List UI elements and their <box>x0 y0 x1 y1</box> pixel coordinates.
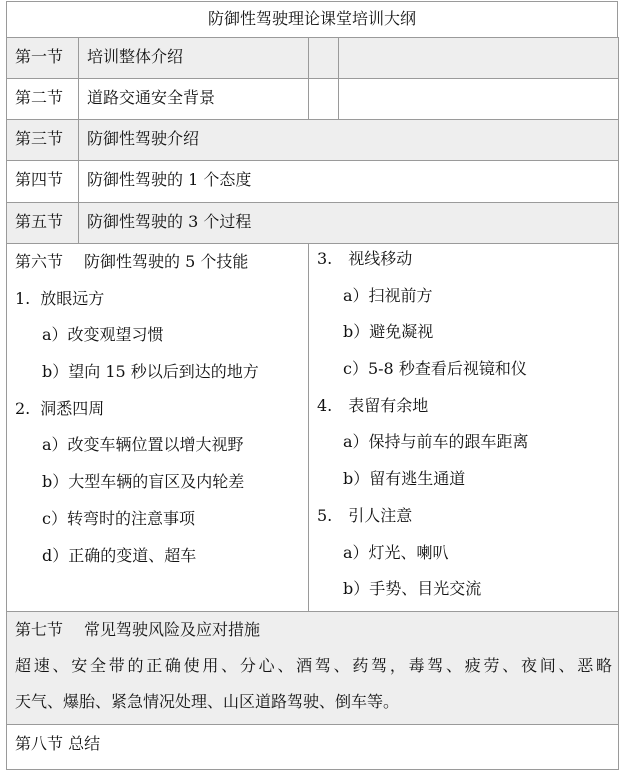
section-title: 培训整体介绍 <box>79 38 309 79</box>
section-number: 第六节 <box>15 252 64 271</box>
section-title: 防御性驾驶的 1 个态度 <box>79 161 619 203</box>
section-heading <box>15 247 308 284</box>
document-title: 防御性驾驶理论课堂培训大纲 <box>6 1 618 37</box>
section-row-8 <box>7 724 619 769</box>
outline-table <box>6 37 619 770</box>
section-row-1 <box>7 38 619 79</box>
section-row-5 <box>7 203 619 244</box>
skill-subitem: c）转弯时的注意事项 <box>42 508 195 528</box>
section-title: 总结 <box>68 733 101 753</box>
section-row-6 <box>7 244 619 612</box>
skills-right-column <box>309 244 619 612</box>
skill-subitem: a）改变观望习惯 <box>42 325 164 345</box>
risks-cell <box>7 611 619 724</box>
skill-subitem: b）大型车辆的盲区及内轮差 <box>42 472 245 492</box>
section-row-7 <box>7 611 619 724</box>
skill-subitem: b）留有逃生通道 <box>343 469 466 489</box>
risks-text: 天气、爆胎、紧急情况处理、山区道路驾驶、倒车等。 <box>15 691 400 711</box>
section-number: 第五节 <box>7 203 79 244</box>
skill-item: 3. 视线移动 <box>317 249 413 268</box>
skill-subitem: d）正确的变道、超车 <box>42 545 197 565</box>
section-number: 第四节 <box>7 161 79 203</box>
skill-subitem: a）保持与前车的跟车距离 <box>343 432 529 452</box>
skill-subitem: a）扫视前方 <box>343 285 433 305</box>
skill-subitem: a）灯光、喇叭 <box>343 542 449 562</box>
section-title: 防御性驾驶的 5 个技能 <box>84 252 249 271</box>
section-title: 防御性驾驶介绍 <box>79 120 619 161</box>
summary-cell <box>7 724 619 769</box>
skill-item: 2. 洞悉四周 <box>15 398 105 418</box>
skill-item: 1. 放眼远方 <box>15 288 105 308</box>
section-number: 第三节 <box>7 120 79 161</box>
section-title: 防御性驾驶的 3 个过程 <box>79 203 619 244</box>
section-row-3 <box>7 120 619 161</box>
skill-subitem: c）5-8 秒查看后视镜和仪 <box>343 359 527 379</box>
skill-subitem: b）避免凝视 <box>343 322 434 342</box>
section-row-2 <box>7 79 619 120</box>
skill-item: 4. 表留有余地 <box>317 395 429 415</box>
section-number: 第二节 <box>7 79 79 120</box>
section-number: 第八节 <box>15 733 64 753</box>
section-title: 常见驾驶风险及应对措施 <box>84 619 261 639</box>
skill-item: 5. 引人注意 <box>317 505 413 525</box>
risks-text: 超速、安全带的正确使用、分心、酒驾、药驾，毒驾、疲劳、夜间、恶略 <box>15 655 612 675</box>
section-number: 第七节 <box>15 619 64 639</box>
outline-document <box>6 1 618 770</box>
section-number: 第一节 <box>7 38 79 79</box>
section-title: 道路交通安全背景 <box>79 79 309 120</box>
skills-left-column <box>7 244 309 612</box>
skill-subitem: a）改变车辆位置以增大视野 <box>42 435 244 455</box>
skill-subitem: b）望向 15 秒以后到达的地方 <box>42 362 259 382</box>
section-heading <box>15 616 612 652</box>
section-row-4 <box>7 161 619 203</box>
skill-subitem: b）手势、目光交流 <box>343 579 482 599</box>
